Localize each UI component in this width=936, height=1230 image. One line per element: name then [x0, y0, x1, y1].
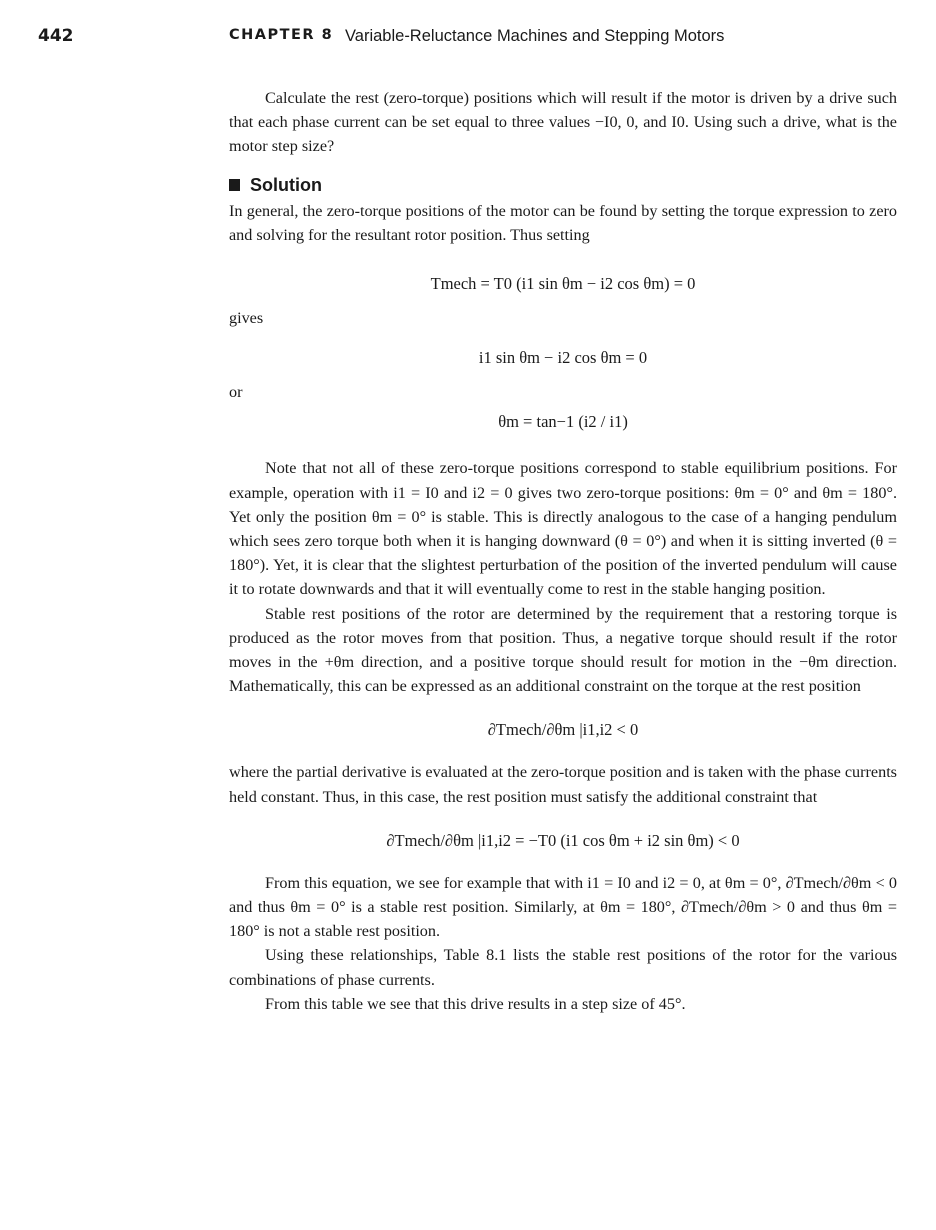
solution-paragraph: In general, the zero-torque positions of the motor can be found by setting the torque expression to zero and solving for the resultant rotor position. Thus setting — [229, 201, 897, 244]
page-header — [0, 26, 936, 50]
equation-stability-condition — [229, 718, 897, 742]
using-paragraph: Using these relationships, Table 8.1 lists the stable rest positions of the rotor for the various combinations of phase currents. — [229, 946, 897, 989]
square-bullet-icon — [229, 179, 240, 191]
equation-torque-text: Tmech = T0 (i1 sin θm − i2 cos θm) = 0 — [430, 274, 696, 294]
note-paragraph: Note that not all of these zero-torque positions correspond to stable equilibrium positions. For example, operation with i1 = I0 and i2 = 0 gives two zero-torque positions: θm = 0° and θm = 180°. Yet only the position θm = 0° is stable. This is directly analogous to the case of a hanging pendulum which sees zero torque both when it is hanging downward (θ = 0°) and when it is sitting inverted (θ = 180°). Yet, it is clear that the slightest perturbation of the position of the inverted pendulum will cause it to rotate downwards and that it will eventually come to rest in the stable hanging position. — [229, 459, 897, 599]
chapter-label: CHAPTER 8 — [229, 27, 334, 43]
equation-derivative-text: ∂Tmech/∂θm |i1,i2 = −T0 (i1 cos θm + i2 sin θm) < 0 — [386, 830, 740, 850]
equation-torque — [229, 272, 897, 296]
intro-paragraph-text: Calculate the rest (zero-torque) positions which will result if the motor is driven by a drive such that each phase current can be set equal to three values −I0, 0, and I0. Using such a drive, what is the motor step size? — [229, 89, 897, 156]
or-text: or — [229, 383, 243, 402]
equation-zero-torque — [229, 346, 897, 370]
page-content — [229, 86, 897, 1016]
chapter-title: Variable-Reluctance Machines and Stepping Motors — [345, 27, 725, 45]
final-paragraph: From this table we see that this drive results in a step size of 45°. — [265, 994, 686, 1013]
equation-theta — [229, 410, 897, 434]
gives-text: gives — [229, 309, 264, 328]
solution-heading-text: Solution — [250, 174, 322, 195]
solution-heading — [229, 173, 897, 197]
equation-zero-torque-text: i1 sin θm − i2 cos θm = 0 — [478, 348, 648, 368]
equation-derivative — [229, 829, 897, 853]
equation-theta-text: θm = tan−1 (i2 / i1) — [498, 412, 628, 432]
page-number: 442 — [38, 26, 74, 46]
from-equation-paragraph: From this equation, we see for example that with i1 = I0 and i2 = 0, at θm = 0°, ∂Tmech/∂θm < 0 and thus θm = 0° is a stable rest position. Similarly, at θm = 180°, ∂Tmech/∂θm > 0 and thus θm = 180° is not a stable rest position. — [229, 873, 897, 941]
intro-paragraph — [229, 86, 897, 159]
partial-paragraph: where the partial derivative is evaluated at the zero-torque position and is taken with the phase currents held constant. Thus, in this case, the rest position must satisfy the additional constraint that — [229, 763, 897, 806]
equation-stability-text: ∂Tmech/∂θm |i1,i2 < 0 — [487, 720, 639, 740]
stable-paragraph: Stable rest positions of the rotor are determined by the requirement that a restoring torque is produced as the rotor moves from that position. Thus, a negative torque should result if the rotor moves in the +θm direction, and a positive torque should result for motion in the −θm direction. Mathematically, this can be expressed as an additional constraint on the torque at the rest position — [229, 604, 897, 696]
